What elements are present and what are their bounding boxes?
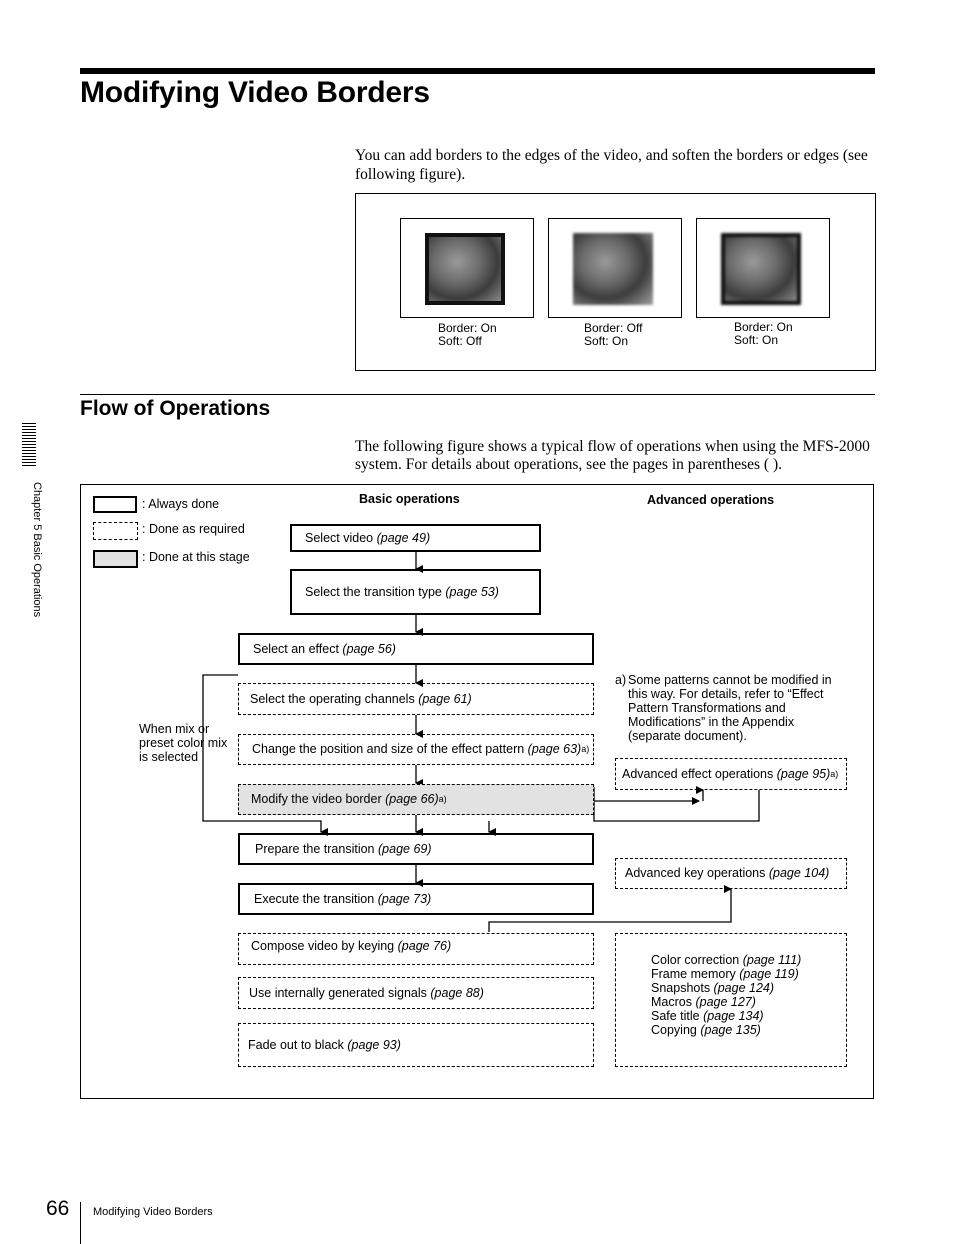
step-text: Prepare the transition <box>255 841 375 856</box>
page-ref: (page 53) <box>445 584 499 599</box>
step-fade <box>238 1023 594 1067</box>
branch-label-line: preset color mix <box>139 736 228 750</box>
page-ref: (page 76) <box>397 939 452 953</box>
basic-operations-header: Basic operations <box>359 492 460 506</box>
lion-image <box>721 233 801 305</box>
legend-always: : Always done <box>142 497 220 511</box>
page-ref: (page 56) <box>342 641 396 656</box>
footnote-line: (separate document). <box>628 729 747 743</box>
lion-image <box>425 233 505 305</box>
step-text: Select the transition type <box>305 584 442 599</box>
legend-required: : Done as required <box>142 522 245 536</box>
step-internal-signals <box>238 977 594 1009</box>
step-video-border <box>238 784 594 815</box>
thumbnail-border-on-soft-on <box>696 218 830 318</box>
page-ref: (page 127) <box>695 995 756 1009</box>
caption-line: Soft: On <box>734 333 779 347</box>
step-prepare <box>238 833 594 865</box>
footnote-line: Some patterns cannot be modified in <box>628 673 832 687</box>
step-text: Select the operating channels <box>250 691 415 706</box>
caption-line: Soft: On <box>584 334 629 348</box>
advanced-other-operations <box>615 933 847 1067</box>
legend-dashed-swatch <box>93 522 138 540</box>
footer-title: Modifying Video Borders <box>93 1206 213 1218</box>
step-text: Select an effect <box>253 641 339 656</box>
footnote-line: this way. For details, refer to “Effect <box>628 687 824 701</box>
list-item <box>651 995 801 1009</box>
page-ref: (page 95) <box>776 766 831 781</box>
list-item <box>651 967 801 981</box>
page-ref: (page 119) <box>739 967 799 981</box>
page-ref: (page 124) <box>713 981 775 995</box>
step-transition-type <box>290 569 541 615</box>
caption-line: Soft: Off <box>438 334 482 348</box>
page-title: Modifying Video Borders <box>80 76 430 109</box>
item-text: Macros <box>651 995 696 1009</box>
advanced-list <box>651 953 801 1037</box>
list-item <box>651 981 801 995</box>
lion-image <box>573 233 653 305</box>
footnote-line: Pattern Transformations and <box>628 701 786 715</box>
step-execute <box>238 883 594 915</box>
page-ref: (page 104) <box>768 866 830 880</box>
legend-solid-swatch <box>93 496 137 513</box>
footer-divider <box>80 1202 81 1244</box>
item-text: Safe title <box>651 1009 704 1023</box>
step-keying <box>238 933 594 965</box>
list-item <box>651 953 801 967</box>
caption-line: Border: Off <box>584 321 643 335</box>
page-ref: (page 88) <box>430 985 484 1000</box>
footnote-marker-a: a) <box>615 673 627 687</box>
chapter-tab-marker <box>22 423 36 467</box>
list-item <box>651 1023 801 1037</box>
advanced-operations-header: Advanced operations <box>647 493 775 507</box>
page-ref: (page 69) <box>378 841 432 856</box>
section-intro: The following figure shows a typical flow of operations when using the MFS-2000 system. For details about operations, see the pages in parentheses ( ). <box>355 438 870 473</box>
footnote-text <box>628 673 832 743</box>
step-text: Change the position and size of the effect pattern <box>252 742 525 756</box>
section-title: Flow of Operations <box>80 397 271 420</box>
page-ref: (page 73) <box>377 891 432 906</box>
thumbnail-border-off-soft-on <box>548 218 682 318</box>
legend-stage: : Done at this stage <box>142 550 250 564</box>
advanced-effect-operations <box>615 758 847 790</box>
thumbnail-border-on-soft-off <box>400 218 534 318</box>
caption-1 <box>438 322 497 348</box>
footnote-marker: a) <box>830 768 839 779</box>
caption-3 <box>734 321 793 347</box>
caption-line: Border: On <box>734 320 793 334</box>
section-rule <box>80 394 875 395</box>
page-ref: (page 134) <box>703 1009 764 1023</box>
step-text: Use internally generated signals <box>249 985 427 1000</box>
step-text: Advanced key operations <box>625 866 766 880</box>
step-position-size <box>238 734 594 765</box>
title-rule <box>80 68 875 74</box>
page-ref: (page 66) <box>385 792 439 806</box>
step-text: Fade out to black <box>248 1037 344 1052</box>
page-ref: (page 63) <box>527 742 582 756</box>
page-ref: (page 49) <box>376 530 431 545</box>
item-text: Color correction <box>651 953 743 967</box>
branch-label-line: is selected <box>139 750 199 764</box>
page-ref: (page 135) <box>700 1023 761 1037</box>
step-select-effect <box>238 633 594 665</box>
item-text: Copying <box>651 1023 701 1037</box>
footnote-marker: a) <box>581 744 590 754</box>
advanced-key-operations <box>615 858 847 889</box>
step-text: Select video <box>305 530 374 545</box>
step-text: Execute the transition <box>254 891 375 906</box>
step-select-video <box>290 524 541 552</box>
step-text: Advanced effect operations <box>622 766 774 781</box>
caption-line: Border: On <box>438 321 497 335</box>
branch-label <box>139 722 227 764</box>
item-text: Snapshots <box>651 981 714 995</box>
page-ref: (page 111) <box>742 953 802 967</box>
footnote-line: Modifications” in the Appendix <box>628 715 795 729</box>
intro-paragraph: You can add borders to the edges of the video, and soften the borders or edges (see following figure). <box>355 147 868 183</box>
page-ref: (page 93) <box>347 1037 401 1052</box>
page-number: 66 <box>46 1197 70 1220</box>
list-item <box>651 1009 801 1023</box>
footnote-marker: a) <box>438 794 447 804</box>
legend-gray-swatch <box>93 550 138 568</box>
branch-label-line: When mix or <box>139 722 210 736</box>
step-text: Compose video by keying <box>251 939 395 953</box>
page-ref: (page 61) <box>418 691 472 706</box>
item-text: Frame memory <box>651 967 740 981</box>
flow-diagram <box>80 484 874 1099</box>
chapter-side-label: Chapter 5 Basic Operations <box>31 482 43 618</box>
caption-2 <box>584 322 642 348</box>
step-operating-channels <box>238 683 594 715</box>
border-figure <box>355 193 876 371</box>
step-text: Modify the video border <box>251 792 382 806</box>
